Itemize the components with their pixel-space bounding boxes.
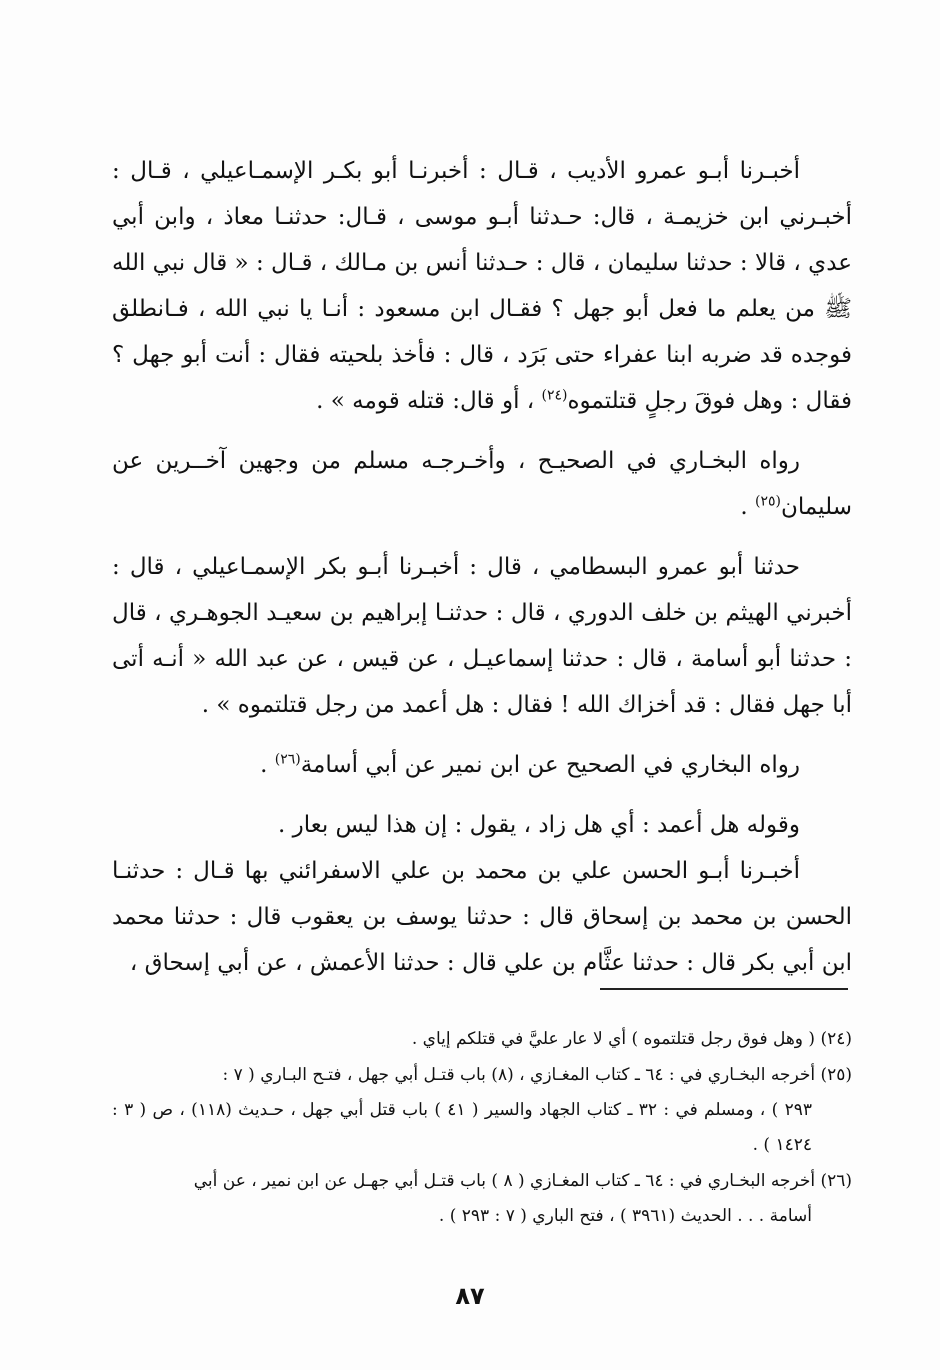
paragraph-1-end: ، أو قال: قتله قومه » . xyxy=(316,388,542,414)
footnote-24 xyxy=(112,1022,852,1057)
footnote-25-line-2: ٢٩٣ ) ، ومسلم في : ٣٢ ـ كتاب الجهاد والسير ( ٤١ ) باب قتل أبي جهل ، حـديث (١١٨) ، ص ( ٣ : ١٤٢٤ ) . xyxy=(112,1100,812,1155)
paragraph-2-text: رواه البخـاري في الصحيـح ، وأخـرجـه مسلم من وجهين آخــرين عن سليمان xyxy=(112,448,852,520)
paragraph-5 xyxy=(112,802,852,848)
footnote-ref-24[interactable]: (٢٤) xyxy=(541,387,568,404)
main-text xyxy=(112,148,852,986)
paragraph-2 xyxy=(112,438,852,530)
footnote-26 xyxy=(112,1164,852,1234)
paragraph-2-end: . xyxy=(740,494,755,520)
footnote-ref-26[interactable]: (٢٦) xyxy=(274,751,301,768)
paragraph-1-text: أخبـرنا أبـو عمرو الأديب ، قـال : أخبرنـا أبو بكـر الإسمـاعيلي ، قـال : أخبـرني ابن خزيمـة ، قال: حـدثنا أبـو موسى ، قـال: حدثنـا معاذ ، وابن أبي عدي ، قالا : حدثنا سليمان ، قال : حـدثنا أنس بن مـالك ، قـال : « قال نبي الله ﷺ من يعلم ما فعل أبو جهل ؟ فقـال ابن مسعود : أنـا يا نبي الله ، فـانطلق فوجده قد ضربه ابنا عفراء حتى بَرَد ، قال : فأخذ بلحيته فقال : أنت أبو جهل ؟ فقال : وهل فوقَ رجلٍ قتلتموه xyxy=(112,158,852,414)
footnote-ref-25[interactable]: (٢٥) xyxy=(754,493,781,510)
footnotes xyxy=(112,1022,852,1235)
paragraph-5-text: وقوله هل أعمد : أي هل زاد ، يقول : إن هذا ليس بعار . xyxy=(277,812,800,838)
paragraph-4-text: رواه البخاري في الصحيح عن ابن نمير عن أبي أسامة xyxy=(300,752,800,778)
paragraph-4 xyxy=(112,742,852,788)
paragraph-4-end: . xyxy=(260,752,275,778)
footnote-25 xyxy=(112,1058,852,1163)
paragraph-6 xyxy=(112,848,852,986)
paragraph-1 xyxy=(112,148,852,424)
paragraph-6-text: أخبـرنا أبـو الحسن علي بن محمد بن علي الاسفرائني بها قـال : حدثنـا الحسن بن محمد بن إسحاق قال : حدثنا يوسف بن يعقوب قال : حدثنا محمد ابن أبي بكر قال : حدثنا عثَّام بن علي قال : حدثنا الأعمش ، عن أبي إسحاق ، xyxy=(112,858,852,976)
footnote-25-line-1: (٢٥) أخرجه البخـاري في : ٦٤ ـ كتاب المغـازي ، (٨) باب قتـل أبي جهل ، فتـح البـاري ( ٧ : xyxy=(222,1065,852,1085)
footnote-24-text: (٢٤) ( وهل فوق رجل قتلتموه ) أي لا عار عليَّ في قتلكم إياي . xyxy=(411,1029,852,1049)
paragraph-3 xyxy=(112,544,852,728)
footnote-26-line-1: (٢٦) أخرجه البخـاري في : ٦٤ ـ كتاب المغـازي ( ٨ ) باب قتـل أبي جهـل عن ابن نمير ، عن أبي xyxy=(193,1171,852,1191)
page-number: ٨٧ xyxy=(455,1282,485,1310)
paragraph-3-text: حدثنا أبو عمرو البسطامي ، قال : أخبـرنا أبـو بكر الإسمـاعيلي ، قال : أخبرني الهيثم بن خلف الدوري ، قال : حدثنـا إبراهيم بن سعيـد الجوهـري ، قال : حدثنا أبو أسامة ، قال : حدثنا إسماعيـل ، عن قيس ، عن عبد الله « أنـه أتى أبا جهل فقال : قد أخزاك الله ! فقال : هل أعمد من رجل قتلتموه » . xyxy=(112,554,852,718)
footnote-26-line-2: أسامة . . . الحديث (٣٩٦١ ) ، فتح الباري ( ٧ : ٢٩٣ ) . xyxy=(438,1206,812,1226)
footnote-separator xyxy=(600,988,848,990)
